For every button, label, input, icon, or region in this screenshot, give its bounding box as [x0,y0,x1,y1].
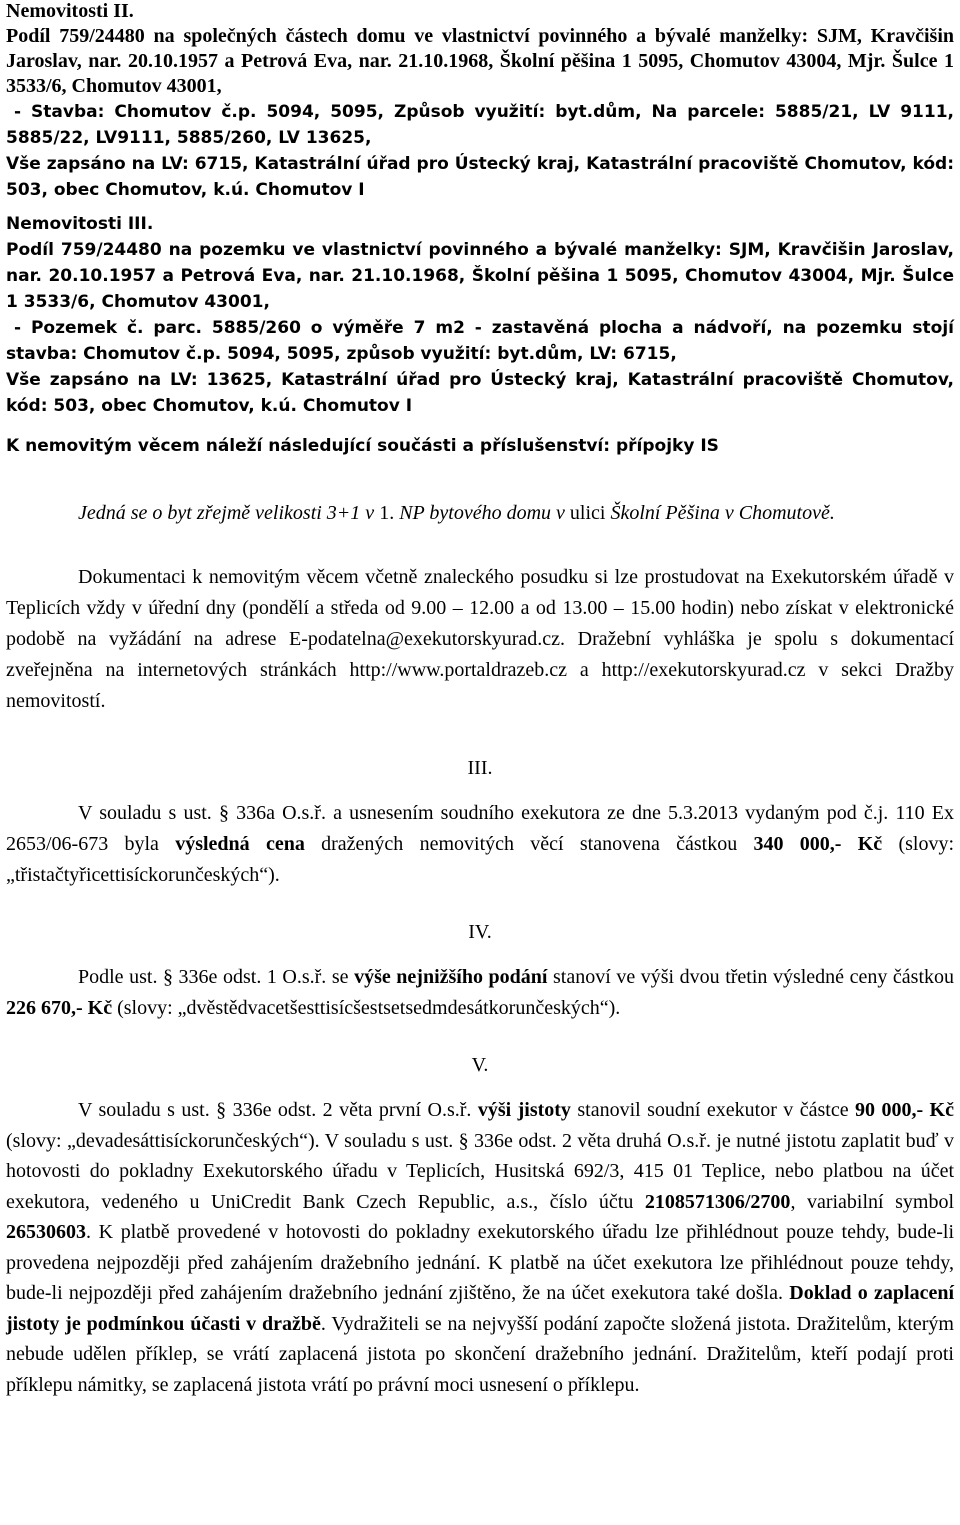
section-5-text-3: (slovy: „devadesáttisíckorunčeských“). V souladu s ust. § 336e odst. 2 věta druhá O.s.ř. je nutné jistotu zaplatit buď v hotovosti do pokladny Exekutorského úřadu v Teplicích, Husitská 692/3, 415 01 Teplice, nebo platbou na účet exekutora, vedeného u UniCredit Bank Czech Republic, a.s., číslo účtu [6,1129,954,1213]
section-4-min-bid: 226 670,- Kč [6,997,113,1019]
document-page [6,0,954,1400]
documentation-paragraph: Dokumentaci k nemovitým věcem včetně znaleckého posudku si lze prostudovat na Exekutorském úřadě v Teplicích vždy v úřední dny (pondělí a středa od 9.00 – 12.00 a od 13.00 – 15.00 hodin) nebo získat v elektronické podobě na vyžádání na adrese E-podatelna@exekutorskyurad.cz. Dražební vyhláška je spolu s dokumentací zveřejněna na internetových stránkách http://www.portaldrazeb.cz a http://exekutorskyurad.cz v sekci Dražby nemovitostí. [6,566,954,712]
apartment-note-e: Školní Pěšina v Chomutově. [610,502,835,524]
property-3-registry: Vše zapsáno na LV: 13625, Katastrální úřad pro Ústecký kraj, Katastrální pracoviště Chomutov, kód: 503, obec Chomutov, k.ú. Chomutov I [6,370,954,416]
section-3-result-price: 340 000,- Kč [753,833,883,855]
section-3-text-1: V souladu s ust. § 336a O.s.ř. a usnesením soudního exekutora ze dne 5.3.2013 vydaným pod č.j. 110 Ex 2653/06-673 byla [6,802,954,855]
section-4-text-3: (slovy: „dvěstědvacetšesttisícšestsetsedmdesátkorunčeských“). [112,997,621,1019]
apartment-note-b: 1. [379,502,400,524]
property-3-title: Nemovitosti III. [6,214,154,234]
property-2-share: Podíl 759/24480 na společných částech domu ve vlastnictví povinného a bývalé manželky: SJM, Kravčišin Jaroslav, nar. 20.10.1957 a Petrová Eva, nar. 21.10.1968, Školní pěšina 1 5095, Chomutov 43004, Mjr. Šulce 1 3533/6, Chomutov 43001, [6,25,954,97]
section-4-paragraph [6,962,954,1024]
section-3-paragraph [6,798,954,891]
property-3-land: - Pozemek č. parc. 5885/260 o výměře 7 m2 - zastavěná plocha a nádvoří, na pozemku stojí stavba: Chomutov č.p. 5094, 5095, způsob využití: byt.dům, LV: 6715, [6,318,954,364]
section-5-title: V. [471,1054,489,1076]
section-5-text-1: V souladu s ust. § 336e odst. 2 věta první O.s.ř. [78,1099,478,1121]
section-5-deposit-label: výši jistoty [477,1099,571,1121]
section-5-paragraph [6,1095,954,1400]
property-2-title: Nemovitosti II. [6,0,134,22]
property-section-2 [6,0,954,203]
section-3-text-2: dražených nemovitých věcí stanovena částkou [304,833,754,855]
property-2-registry: Vše zapsáno na LV: 6715, Katastrální úřad pro Ústecký kraj, Katastrální pracoviště Chomutov, kód: 503, obec Chomutov, k.ú. Chomutov I [6,154,954,200]
section-5-text-5: . K platbě provedené v hotovosti do pokladny exekutorského úřadu lze přihlédnout pouze tehdy, bude-li provedena nejpozději před zahájením dražebního jednání. K platbě na účet exekutora lze přihlédnout pouze tehdy, bude-li nejpozději před zahájením dražebního jednání zjištěno, že na účet exekutora také došla. [6,1221,954,1304]
section-3-title: III. [467,757,493,779]
property-section-3 [6,211,954,419]
section-3-result-price-label: výsledná cena [175,833,305,855]
section-4-title: IV. [468,921,492,943]
apartment-note [6,498,954,528]
property-3-share: Podíl 759/24480 na pozemku ve vlastnictví povinného a bývalé manželky: SJM, Kravčišin Jaroslav, nar. 20.10.1957 a Petrová Eva, nar. 21.10.1968, Školní pěšina 1 5095, Chomutov 43004, Mjr. Šulce 1 3533/6, Chomutov 43001, [6,240,954,312]
section-5-deposit-amount: 90 000,- Kč [855,1099,954,1121]
section-5-variable-symbol: 26530603 [6,1221,86,1243]
section-4-text-1: Podle ust. § 336e odst. 1 O.s.ř. se [78,966,355,988]
section-5-text-4: , variabilní symbol [790,1190,955,1213]
property-2-building: - Stavba: Chomutov č.p. 5094, 5095, Způsob využití: byt.dům, Na parcele: 5885/21, LV 9111, 5885/22, LV9111, 5885/260, LV 13625, [6,102,954,148]
section-4-text-2: stanoví ve výši dvou třetin výsledné ceny částkou [547,966,955,988]
section-5-account-number: 2108571306/2700 [644,1190,791,1213]
section-5-text-2: stanovil soudní exekutor v částce [570,1099,856,1121]
apartment-note-a: Jedná se o byt zřejmě velikosti 3+1 v [78,502,380,524]
apartment-note-c: NP bytového domu v [399,502,570,524]
section-5-deposit-condition: Doklad o zaplacení jistoty je podmínkou účasti v dražbě [6,1282,954,1335]
section-5-text-6: . Vydražiteli se na nejvyšší podání započte složená jistota. Dražitelům, kterým nebude udělen příklep, se vrátí zaplacená jistota po skončení dražebního jednání. Dražitelům, kteří podají proti příklepu námitky, se zaplacená jistota vrátí po právní moci usnesení o příklepu. [6,1312,954,1396]
accessories-note: K nemovitým věcem náleží následující součásti a příslušenství: přípojky IS [6,436,719,456]
section-4-min-bid-label: výše nejnižšího podání [354,966,548,988]
section-3-text-3: (slovy: „třistačtyřicettisíckorunčeských“). [6,833,954,886]
apartment-note-d: ulici [569,502,611,524]
